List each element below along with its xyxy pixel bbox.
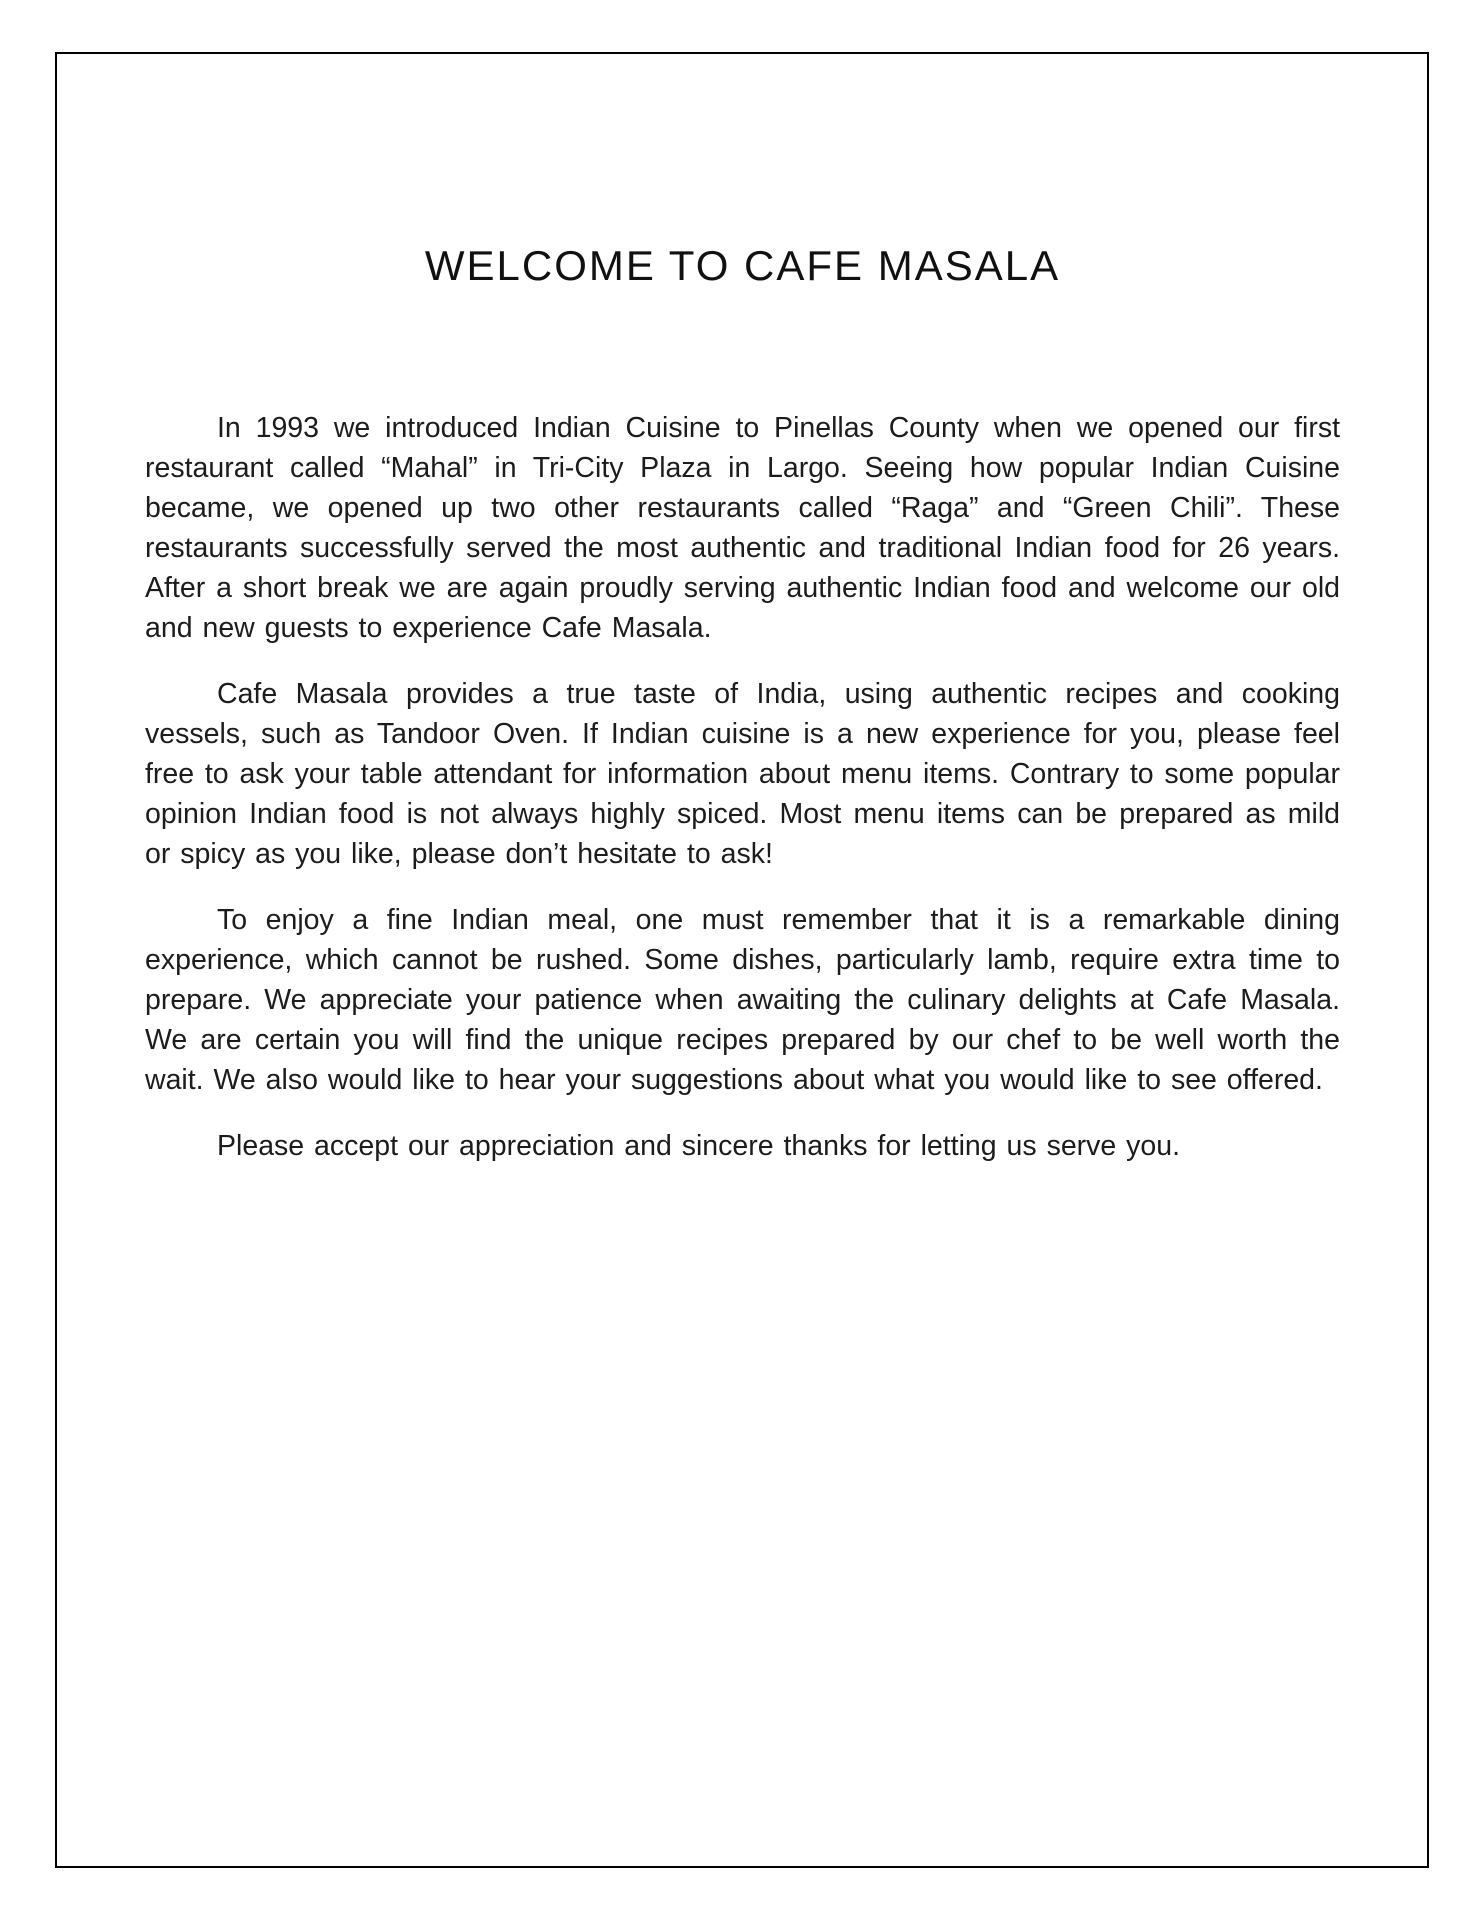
document-page [145, 52, 1340, 1166]
page-title: WELCOME TO CAFE MASALA [424, 242, 1061, 289]
document-body [145, 408, 1340, 1166]
paragraph-about-cuisine: Cafe Masala provides a true taste of India, using authentic recipes and cooking vessels, such as Tandoor Oven. If Indian cuisine is a new experience for you, please feel free to ask your table attendant for information about menu items. Contrary to some popular opinion Indian food is not always highly spiced. Most menu items can be prepared as mild or spicy as you like, please don’t hesitate to ask! [145, 678, 1340, 870]
paragraph-dining-experience: To enjoy a fine Indian meal, one must remember that it is a remarkable dining experience, which cannot be rushed. Some dishes, particularly lamb, require extra time to prepare. We appreciate your patience when awaiting the culinary delights at Cafe Masala. We are certain you will find the unique recipes prepared by our chef to be well worth the wait. We also would like to hear your suggestions about what you would like to see offered. [145, 904, 1340, 1096]
paragraph-intro: In 1993 we introduced Indian Cuisine to Pinellas County when we opened our first restaurant called “Mahal” in Tri-City Plaza in Largo. Seeing how popular Indian Cuisine became, we opened up two other restaurants called “Raga” and “Green Chili”. These restaurants successfully served the most authentic and traditional Indian food for 26 years. After a short break we are again proudly serving authentic Indian food and welcome our old and new guests to experience Cafe Masala. [145, 412, 1340, 644]
paragraph-thanks: Please accept our appreciation and sincere thanks for letting us serve you. [217, 1130, 1181, 1162]
